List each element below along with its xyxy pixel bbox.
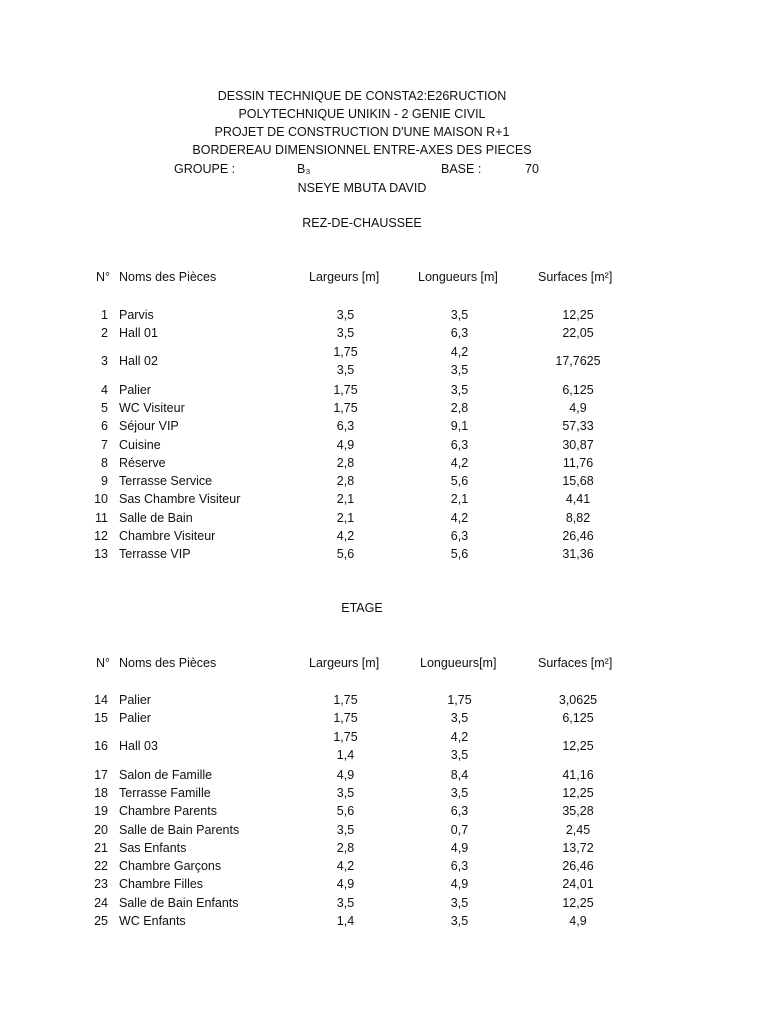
room-longueur: 3,5 (450, 914, 469, 928)
room-largeur: 4,2 (336, 529, 355, 543)
room-largeur-2: 1,4 (336, 747, 355, 762)
room-surface: 4,41 (565, 492, 591, 507)
room-longueur: 0,7 (450, 822, 469, 837)
room-largeur-2: 3,5 (336, 362, 355, 377)
table-row (0, 383, 768, 401)
header-line-1: DESSIN TECHNIQUE DE CONSTA2:E26RUCTION (217, 89, 507, 103)
table-row (0, 511, 768, 529)
room-largeur: 1,75 (333, 729, 358, 744)
room-name: Salle de Bain (119, 510, 193, 525)
room-longueur: 6,3 (450, 859, 469, 874)
room-longueur: 4,9 (450, 877, 469, 892)
room-number: 5 (101, 400, 108, 415)
table-row (0, 768, 768, 786)
room-name: Palier (119, 711, 151, 726)
room-largeur: 1,4 (336, 914, 355, 928)
room-name: Chambre Filles (119, 877, 204, 892)
room-longueur: 6,3 (450, 326, 469, 341)
groupe-label: GROUPE : (174, 162, 236, 176)
col-header-surface: Surfaces [m²] (538, 656, 613, 670)
room-name: Terrasse Famille (119, 785, 211, 800)
table-row (0, 492, 768, 510)
col-header-longueur: Longueurs [m] (418, 270, 498, 284)
table-row (0, 401, 768, 419)
room-number: 21 (94, 840, 108, 855)
col-header-largeur: Largeurs [m] (309, 656, 380, 670)
table-row (0, 730, 768, 767)
room-number: 17 (94, 767, 108, 782)
room-surface: 31,36 (562, 547, 594, 562)
room-name: Hall 01 (119, 326, 158, 341)
room-longueur: 4,2 (450, 729, 469, 744)
room-surface: 26,46 (562, 529, 594, 543)
room-name: Hall 02 (119, 353, 158, 368)
room-largeur: 1,75 (333, 382, 358, 397)
room-surface: 4,9 (569, 914, 587, 928)
room-number: 6 (101, 419, 108, 434)
room-surface: 12,25 (562, 785, 594, 800)
room-surface: 41,16 (562, 767, 594, 782)
col-header-surface: Surfaces [m²] (538, 270, 613, 284)
room-largeur: 3,5 (336, 822, 355, 837)
room-largeur: 3,5 (336, 308, 355, 322)
room-number: 22 (94, 859, 108, 874)
room-surface: 4,9 (569, 400, 587, 415)
table-row (0, 823, 768, 841)
room-largeur: 6,3 (336, 419, 355, 434)
room-longueur: 5,6 (450, 474, 469, 489)
room-largeur: 1,75 (333, 693, 358, 707)
room-number: 15 (94, 711, 108, 726)
room-longueur: 4,9 (450, 840, 469, 855)
room-surface: 12,25 (562, 308, 594, 322)
room-largeur: 3,5 (336, 785, 355, 800)
room-longueur-2: 3,5 (450, 747, 469, 762)
room-number: 14 (94, 693, 108, 707)
room-longueur: 3,5 (450, 895, 469, 910)
room-name: Salle de Bain Parents (119, 822, 240, 837)
room-surface: 3,0625 (558, 693, 598, 707)
room-number: 20 (94, 822, 108, 837)
room-number: 7 (101, 437, 108, 452)
room-number: 25 (94, 914, 108, 928)
room-longueur-2: 3,5 (450, 362, 469, 377)
base-value: 70 (525, 162, 539, 176)
room-name: Terrasse Service (119, 474, 213, 489)
room-largeur: 2,1 (336, 492, 355, 507)
room-surface: 12,25 (562, 738, 594, 753)
room-surface: 13,72 (562, 840, 594, 855)
col-header-no: N° (96, 656, 111, 670)
room-name: Séjour VIP (119, 419, 179, 434)
room-largeur: 5,6 (336, 547, 355, 562)
room-surface: 22,05 (562, 326, 594, 341)
room-number: 3 (101, 353, 108, 368)
room-name: Parvis (119, 308, 154, 322)
room-largeur: 4,9 (336, 437, 355, 452)
table-row (0, 345, 768, 382)
room-name: Chambre Garçons (119, 859, 222, 874)
room-number: 16 (94, 738, 108, 753)
room-largeur: 4,9 (336, 767, 355, 782)
section-title-rdc: REZ-DE-CHAUSSEE (302, 216, 422, 230)
room-surface: 57,33 (562, 419, 594, 434)
room-number: 8 (101, 455, 108, 470)
table-row (0, 896, 768, 914)
room-largeur: 2,8 (336, 474, 355, 489)
table-row (0, 474, 768, 492)
room-name: Cuisine (119, 437, 161, 452)
room-longueur: 9,1 (450, 419, 469, 434)
room-number: 23 (94, 877, 108, 892)
room-surface: 24,01 (562, 877, 594, 892)
col-header-name: Noms des Pièces (119, 656, 217, 670)
room-surface: 26,46 (562, 859, 594, 874)
room-name: Terrasse VIP (119, 547, 191, 562)
room-name: Chambre Visiteur (119, 529, 216, 543)
room-number: 10 (94, 492, 108, 507)
base-label: BASE : (441, 162, 482, 176)
section-title-etage: ETAGE (341, 601, 383, 615)
room-longueur: 3,5 (450, 308, 469, 322)
room-name: Salon de Famille (119, 767, 213, 782)
room-name: Sas Chambre Visiteur (119, 492, 241, 507)
room-name: Hall 03 (119, 738, 158, 753)
room-name: Palier (119, 382, 151, 397)
room-longueur: 3,5 (450, 785, 469, 800)
room-surface: 11,76 (562, 455, 594, 470)
table-row (0, 859, 768, 877)
room-number: 2 (101, 326, 108, 341)
header-line-2: POLYTECHNIQUE UNIKIN - 2 GENIE CIVIL (238, 107, 486, 121)
room-name: WC Visiteur (119, 400, 185, 415)
table-row (0, 547, 768, 565)
room-name: Salle de Bain Enfants (119, 895, 239, 910)
room-surface: 17,7625 (555, 353, 601, 368)
col-header-no: N° (96, 270, 111, 284)
room-longueur: 4,2 (450, 455, 469, 470)
room-number: 12 (94, 529, 108, 543)
room-surface: 30,87 (562, 437, 594, 452)
groupe-value: B₃ (297, 162, 311, 176)
room-largeur: 2,8 (336, 455, 355, 470)
room-name: Réserve (119, 455, 166, 470)
room-largeur: 3,5 (336, 895, 355, 910)
room-longueur: 6,3 (450, 529, 469, 543)
room-surface: 15,68 (562, 474, 594, 489)
table-row (0, 438, 768, 456)
room-surface: 8,82 (565, 510, 591, 525)
room-number: 13 (94, 547, 108, 562)
table-row (0, 419, 768, 437)
col-header-longueur: Longueurs[m] (420, 656, 497, 670)
author-name: NSEYE MBUTA DAVID (297, 181, 427, 195)
room-surface: 6,125 (562, 711, 594, 726)
room-longueur: 3,5 (450, 711, 469, 726)
room-longueur: 1,75 (447, 693, 472, 707)
room-largeur: 5,6 (336, 804, 355, 819)
room-number: 11 (95, 510, 108, 525)
table-row (0, 914, 768, 932)
room-number: 18 (94, 785, 108, 800)
table-row (0, 841, 768, 859)
room-longueur: 8,4 (450, 767, 469, 782)
room-number: 4 (101, 382, 108, 397)
room-longueur: 2,1 (450, 492, 469, 507)
table-row (0, 711, 768, 729)
room-surface: 35,28 (562, 804, 594, 819)
room-surface: 2,45 (565, 822, 591, 837)
room-longueur: 6,3 (450, 437, 469, 452)
room-largeur: 1,75 (333, 400, 358, 415)
col-header-largeur: Largeurs [m] (309, 270, 380, 284)
table-row (0, 529, 768, 547)
room-longueur: 4,2 (450, 510, 469, 525)
room-number: 19 (94, 804, 108, 819)
table-row (0, 877, 768, 895)
room-name: Sas Enfants (119, 840, 187, 855)
room-longueur: 3,5 (450, 382, 469, 397)
header-line-3: PROJET DE CONSTRUCTION D'UNE MAISON R+1 (214, 125, 510, 139)
room-largeur: 1,75 (333, 344, 358, 359)
table-row (0, 804, 768, 822)
room-largeur: 3,5 (336, 326, 355, 341)
room-largeur: 4,9 (336, 877, 355, 892)
room-longueur: 5,6 (450, 547, 469, 562)
room-surface: 12,25 (562, 895, 594, 910)
room-longueur: 4,2 (450, 344, 469, 359)
room-name: Palier (119, 693, 151, 707)
table-row (0, 308, 768, 326)
room-surface: 6,125 (562, 382, 594, 397)
room-largeur: 2,1 (336, 510, 355, 525)
table-row (0, 693, 768, 711)
header-line-4: BORDEREAU DIMENSIONNEL ENTRE-AXES DES PIECES (192, 143, 532, 157)
room-largeur: 4,2 (336, 859, 355, 874)
room-longueur: 2,8 (450, 400, 469, 415)
table-row (0, 326, 768, 344)
room-largeur: 1,75 (333, 711, 358, 726)
room-name: Chambre Parents (119, 804, 217, 819)
room-number: 24 (94, 895, 108, 910)
room-number: 1 (101, 308, 108, 322)
room-longueur: 6,3 (450, 804, 469, 819)
table-row (0, 456, 768, 474)
room-number: 9 (101, 474, 108, 489)
col-header-name: Noms des Pièces (119, 270, 217, 284)
room-name: WC Enfants (119, 914, 186, 928)
room-largeur: 2,8 (336, 840, 355, 855)
table-row (0, 786, 768, 804)
